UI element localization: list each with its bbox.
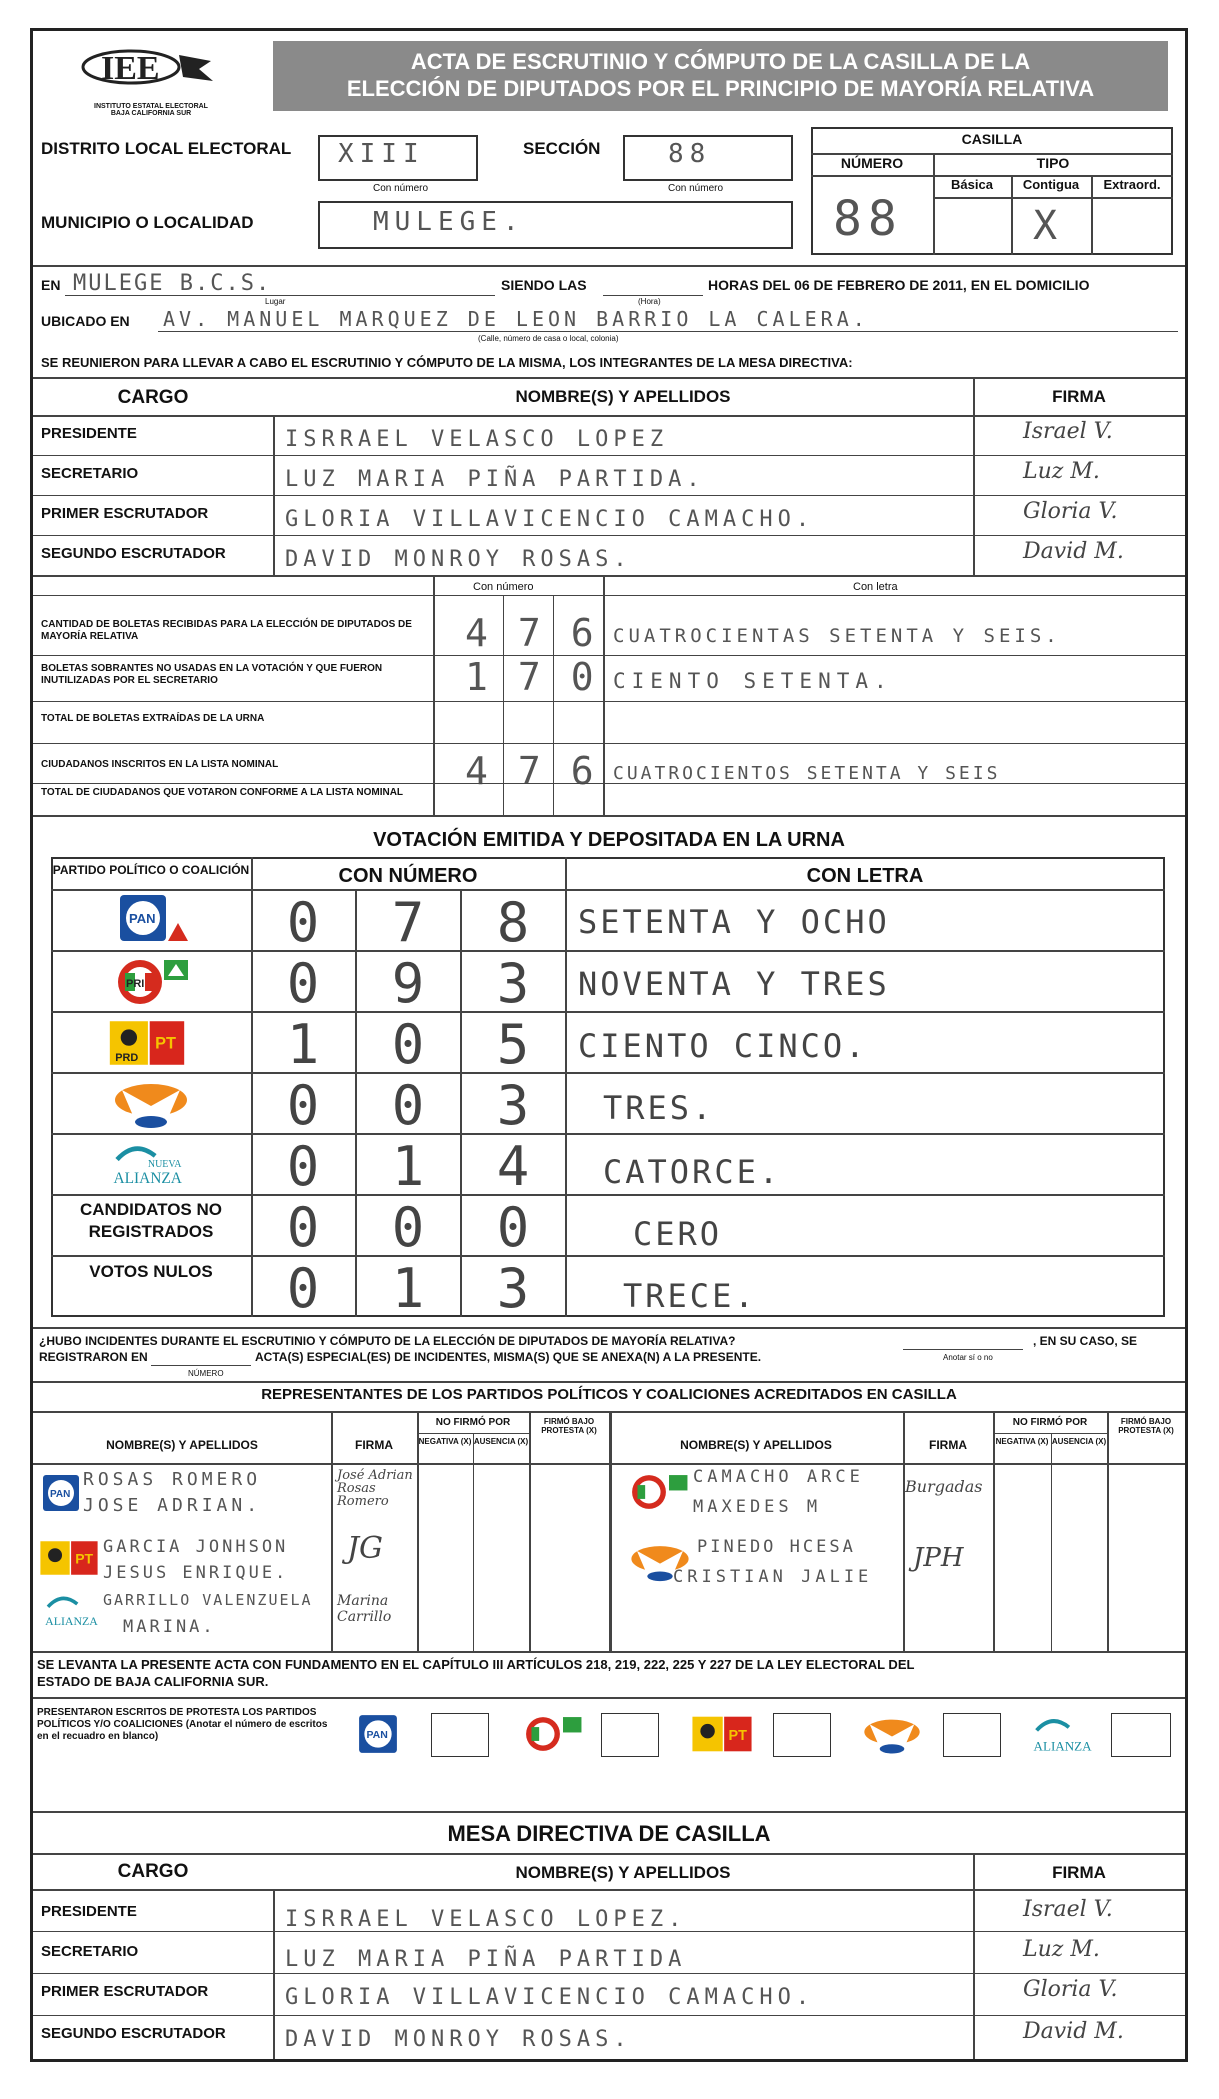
pri-digit-1: 0 <box>286 952 320 1015</box>
rep-prd-firma: JG <box>347 1531 383 1566</box>
firma-secretario: Luz M. <box>1023 459 1100 484</box>
en-value: MULEGE B.C.S. <box>73 271 272 296</box>
alianza-logo-text: ALIANZA <box>113 1170 182 1188</box>
rep-firmo-bajo-right: FIRMÓ BAJO PROTESTA (X) <box>1118 1417 1174 1435</box>
nombre-header: NOMBRE(S) Y APELLIDOS <box>515 387 731 406</box>
pan-digit-2: 7 <box>391 891 425 954</box>
tipo-extraord: Extraord. <box>1103 177 1161 192</box>
fundamento-line2: ESTADO DE BAJA CALIFORNIA SUR. <box>37 1674 269 1689</box>
protesta-na-box[interactable] <box>1111 1713 1171 1757</box>
prd-digit-2: 0 <box>391 1013 425 1076</box>
incidentes-line2b: ACTA(S) ESPECIAL(ES) DE INCIDENTES, MISMA(S) QUE SE ANEXA(N) A LA PRESENTE. <box>255 1350 762 1364</box>
con-letra-header: CON LETRA <box>806 865 924 887</box>
logo-sub2: BAJA CALIFORNIA SUR <box>110 110 192 117</box>
distrito-hint: Con número <box>373 183 429 194</box>
municipio-value: MULEGE. <box>373 207 525 237</box>
ciudadanos-inscritos-numero: 476 <box>465 749 624 793</box>
firma-primer-escrutador: Gloria V. <box>1023 499 1118 524</box>
b-firma-presidente: Israel V. <box>1023 1897 1113 1922</box>
b-nombre-segundo-escrutador: DAVID MONROY ROSAS. <box>285 2027 632 2052</box>
nulos-digit-1: 0 <box>286 1257 320 1320</box>
pan-logo-icon <box>353 1713 403 1755</box>
prs-digit-2: 0 <box>391 1074 425 1137</box>
seccion-label: SECCIÓN <box>523 139 601 158</box>
ubicado-label: UBICADO EN <box>41 313 130 329</box>
tipo-basica: Básica <box>951 177 993 192</box>
nueva-logo-text: NUEVA <box>147 1158 182 1170</box>
title-line-1: ACTA DE ESCRUTINIO Y CÓMPUTO DE LA CASILLA DE LA <box>410 49 1031 74</box>
pan-prot-text: PAN <box>366 1729 388 1742</box>
document-title <box>273 41 1168 111</box>
cargo-segundo-escrutador: SEGUNDO ESCRUTADOR <box>41 545 226 562</box>
protesta-prs-box[interactable] <box>943 1713 1001 1757</box>
acta-sheet <box>30 28 1188 2062</box>
pri-digit-3: 3 <box>496 952 530 1015</box>
nr-digit-2: 0 <box>391 1196 425 1259</box>
rep-prs-name-2: CRISTIAN JALIE <box>673 1567 873 1587</box>
protesta-pri-box[interactable] <box>601 1713 659 1757</box>
b-cargo-secretario: SECRETARIO <box>41 1943 139 1960</box>
prd-pt-logo-icon <box>108 1017 186 1069</box>
pt-logo-text: PT <box>155 1034 177 1053</box>
nueva-alianza-logo-icon <box>41 1591 101 1631</box>
pri-letra: NOVENTA Y TRES <box>578 965 890 1003</box>
boletas-sobrantes-label: BOLETAS SOBRANTES NO USADAS EN LA VOTACIÓN Y QUE FUERON INUTILIZADAS POR EL SECRETARIO <box>41 663 383 686</box>
b-cargo-presidente: PRESIDENTE <box>41 1903 137 1920</box>
en-label: EN <box>41 277 61 293</box>
boletas-sobrantes-letra: CIENTO SETENTA. <box>613 669 893 693</box>
pan-logo-icon <box>112 893 190 945</box>
seccion-hint: Con número <box>668 183 724 194</box>
partido-header: PARTIDO POLÍTICO O COALICIÓN <box>52 863 250 877</box>
prd-digit-3: 5 <box>496 1013 530 1076</box>
boletas-recibidas-letra: CUATROCIENTAS SETENTA Y SEIS. <box>613 625 1061 647</box>
rep-no-firmo-right: NO FIRMÓ POR <box>1012 1417 1088 1428</box>
rep-nombre-header-left: NOMBRE(S) Y APELLIDOS <box>106 1438 258 1452</box>
nulos-digit-2: 1 <box>391 1257 425 1320</box>
seccion-value: 88 <box>668 139 712 169</box>
cargo-presidente: PRESIDENTE <box>41 425 137 442</box>
pt-prot-text: PT <box>728 1727 747 1744</box>
nombre-primer-escrutador: GLORIA VILLAVICENCIO CAMACHO. <box>285 507 815 532</box>
rep-pri-name-2: MAXEDES M <box>693 1497 822 1517</box>
rep-prd-name-1: GARCIA JONHSON <box>103 1537 289 1557</box>
cargo-primer-escrutador: PRIMER ESCRUTADOR <box>41 505 209 522</box>
b-nombre-secretario: LUZ MARIA PIÑA PARTIDA <box>285 1947 687 1972</box>
incidentes-line1: ¿HUBO INCIDENTES DURANTE EL ESCRUTINIO Y CÓMPUTO DE LA ELECCIÓN DE DIPUTADOS DE MAYORÍA RELATIVA? <box>39 1334 736 1348</box>
cargo-secretario: SECRETARIO <box>41 465 139 482</box>
lugar-hint: Lugar <box>265 297 286 306</box>
distrito-label: DISTRITO LOCAL ELECTORAL <box>41 139 292 158</box>
b-firma-primer-escrutador: Gloria V. <box>1023 1977 1118 2002</box>
logo-sub1: INSTITUTO ESTATAL ELECTORAL <box>94 103 208 110</box>
ciudadanos-inscritos-label: CIUDADANOS INSCRITOS EN LA LISTA NOMINAL <box>41 759 279 770</box>
pan-digit-1: 0 <box>286 891 320 954</box>
pan-mini-text: PAN <box>50 1489 71 1500</box>
nr-digit-1: 0 <box>286 1196 320 1259</box>
horas-text: HORAS DEL 06 DE FEBRERO DE 2011, EN EL DOMICILIO <box>708 277 1090 293</box>
boletas-recibidas-label: CANTIDAD DE BOLETAS RECIBIDAS PARA LA ELECCIÓN DE DIPUTADOS DE MAYORÍA RELATIVA <box>41 619 412 642</box>
ciudadanos-votaron-label: TOTAL DE CIUDADANOS QUE VOTARON CONFORME A LA LISTA NOMINAL <box>41 787 404 798</box>
pri-pvem-logo-icon <box>523 1713 583 1755</box>
boletas-sobrantes-numero: 170 <box>465 655 624 699</box>
tipo-label: TIPO <box>1036 155 1070 171</box>
siendo-label: SIENDO LAS <box>501 277 587 293</box>
reunieron-text: SE REUNIERON PARA LLEVAR A CABO EL ESCRUTINIO Y CÓMPUTO DE LA MISMA, LOS INTEGRANTES DE LA MESA DIRECTIVA: <box>41 355 853 370</box>
pt-mini-text: PT <box>75 1550 94 1567</box>
representantes-title: REPRESENTANTES DE LOS PARTIDOS POLÍTICOS Y COALICIONES ACREDITADOS EN CASILLA <box>261 1386 957 1403</box>
prs-letra: TRES. <box>603 1089 715 1127</box>
prs-digit-1: 0 <box>286 1074 320 1137</box>
prs-digit-3: 3 <box>496 1074 530 1137</box>
cargo-header: CARGO <box>117 387 189 408</box>
rep-ausencia-left: AUSENCIA (X) <box>473 1437 529 1446</box>
b-firma-segundo-escrutador: David M. <box>1023 2019 1124 2044</box>
votos-nulos-label: VOTOS NULOS <box>89 1262 213 1281</box>
alianza-mini-text: ALIANZA <box>45 1613 98 1628</box>
anotar-hint: Anotar sí o no <box>943 1353 993 1362</box>
pan-logo-icon <box>41 1473 81 1513</box>
calle-hint: (Calle, número de casa o local, colonia) <box>478 334 619 343</box>
firma-header: FIRMA <box>1052 387 1106 406</box>
rep-prd-name-2: JESUS ENRIQUE. <box>103 1563 289 1583</box>
tipo-contigua: Contigua <box>1022 177 1080 192</box>
mesa-bottom-firma-header: FIRMA <box>1052 1863 1106 1882</box>
boletas-numero-header: Con número <box>473 581 534 593</box>
rep-firma-header-left: FIRMA <box>355 1438 393 1452</box>
b-nombre-primer-escrutador: GLORIA VILLAVICENCIO CAMACHO. <box>285 1985 815 2010</box>
logo-letters: IEE <box>101 50 160 87</box>
prd-pt-logo-icon <box>39 1539 99 1577</box>
rep-na-name-1: GARRILLO VALENZUELA <box>103 1591 313 1609</box>
rep-pan-firma: José Adrian Rosas Romero <box>337 1468 413 1509</box>
mesa-bottom-cargo-header: CARGO <box>117 1861 189 1882</box>
hora-hint: (Hora) <box>638 297 661 306</box>
votacion-title: VOTACIÓN EMITIDA Y DEPOSITADA EN LA URNA <box>373 829 845 851</box>
casilla-numero-value: 88 <box>833 191 903 247</box>
b-cargo-primer-escrutador: PRIMER ESCRUTADOR <box>41 1983 209 2000</box>
rep-pan-name-2: JOSE ADRIAN. <box>83 1495 262 1516</box>
nr-digit-3: 0 <box>496 1196 530 1259</box>
tipo-contigua-mark: X <box>1033 203 1064 249</box>
na-digit-2: 1 <box>391 1135 425 1198</box>
numero-label: NÚMERO <box>840 155 904 171</box>
rep-na-name-2: MARINA. <box>123 1617 216 1637</box>
pan-logo-text: PAN <box>129 911 156 926</box>
alianza-prot-text: ALIANZA <box>1033 1738 1092 1754</box>
prd-digit-1: 1 <box>286 1013 320 1076</box>
title-line-2: ELECCIÓN DE DIPUTADOS POR EL PRINCIPIO DE MAYORÍA RELATIVA <box>346 76 1095 101</box>
pri-digit-2: 9 <box>391 952 425 1015</box>
rep-firmo-bajo-left: FIRMÓ BAJO PROTESTA (X) <box>541 1417 597 1435</box>
protesta-prd-box[interactable] <box>773 1713 831 1757</box>
rep-pan-name-1: ROSAS ROMERO <box>83 1469 262 1490</box>
rep-prs-firma: JPH <box>913 1543 964 1573</box>
pri-pvem-logo-icon <box>629 1471 689 1513</box>
con-numero-header: CON NÚMERO <box>338 865 478 887</box>
firma-segundo-escrutador: David M. <box>1023 539 1124 564</box>
rep-negativa-left: NEGATIVA (X) <box>418 1437 472 1446</box>
protesta-pan-box[interactable] <box>431 1713 489 1757</box>
rep-pri-firma: Burgadas <box>905 1477 983 1496</box>
prd-pt-logo-icon <box>691 1715 753 1753</box>
rep-no-firmo-left: NO FIRMÓ POR <box>435 1417 511 1428</box>
protesta-text: PRESENTARON ESCRITOS DE PROTESTA LOS PARTIDOS POLÍTICOS Y/O COALICIONES (Anotar el número de escritos en el recuadro en blanco) <box>37 1707 328 1742</box>
nulos-digit-3: 3 <box>496 1257 530 1320</box>
pan-letra: SETENTA Y OCHO <box>578 903 890 941</box>
nueva-alianza-logo-icon <box>108 1139 186 1191</box>
rep-pri-name-1: CAMACHO ARCE <box>693 1467 864 1487</box>
nueva-alianza-logo-icon <box>1027 1715 1097 1755</box>
nombre-segundo-escrutador: DAVID MONROY ROSAS. <box>285 547 632 572</box>
numero-hint: NÚMERO <box>188 1369 224 1378</box>
rep-prs-name-1: PINEDO HCESA <box>697 1537 856 1557</box>
incidentes-line1-end: , EN SU CASO, SE <box>1033 1334 1138 1348</box>
ubicado-value: AV. MANUEL MARQUEZ DE LEON BARRIO LA CALERA. <box>163 307 869 331</box>
pri-pvem-logo-icon <box>112 956 190 1008</box>
ciudadanos-inscritos-letra: CUATROCIENTOS SETENTA Y SEIS <box>613 763 1001 784</box>
prs-logo-icon <box>861 1715 923 1755</box>
nr-letra: CERO <box>633 1215 723 1253</box>
b-firma-secretario: Luz M. <box>1023 1937 1100 1962</box>
rep-nombre-header-right: NOMBRE(S) Y APELLIDOS <box>680 1438 832 1452</box>
boletas-letra-header: Con letra <box>853 581 898 593</box>
b-nombre-presidente: ISRRAEL VELASCO LOPEZ. <box>285 1907 687 1932</box>
nombre-presidente: ISRRAEL VELASCO LOPEZ <box>285 427 669 452</box>
incidentes-line2a: REGISTRARON EN <box>39 1350 148 1364</box>
boletas-recibidas-numero: 476 <box>465 611 624 655</box>
pan-digit-3: 8 <box>496 891 530 954</box>
prd-logo-text: PRD <box>115 1052 139 1065</box>
casilla-label: CASILLA <box>961 131 1023 147</box>
nombre-secretario: LUZ MARIA PIÑA PARTIDA. <box>285 467 705 492</box>
municipio-label: MUNICIPIO O LOCALIDAD <box>41 213 254 232</box>
firma-presidente: Israel V. <box>1023 419 1113 444</box>
mesa-bottom-title: MESA DIRECTIVA DE CASILLA <box>447 1821 771 1846</box>
boletas-extraidas-label: TOTAL DE BOLETAS EXTRAÍDAS DE LA URNA <box>41 713 265 724</box>
rep-ausencia-right: AUSENCIA (X) <box>1051 1437 1107 1446</box>
fundamento-line1: SE LEVANTA LA PRESENTE ACTA CON FUNDAMENTO EN EL CAPÍTULO III ARTÍCULOS 218, 219, 222, 225 Y 227 DE LA LEY ELECTORAL DEL <box>37 1657 915 1672</box>
na-digit-3: 4 <box>496 1135 530 1198</box>
rep-negativa-right: NEGATIVA (X) <box>995 1437 1049 1446</box>
mesa-bottom-nombre-header: NOMBRE(S) Y APELLIDOS <box>515 1863 731 1882</box>
prd-letra: CIENTO CINCO. <box>578 1027 868 1065</box>
no-registrados-label: CANDIDATOS NO REGISTRADOS <box>80 1200 222 1241</box>
rep-na-firma: Marina Carrillo <box>337 1593 392 1625</box>
distrito-value: XIII <box>338 139 425 169</box>
b-cargo-segundo-escrutador: SEGUNDO ESCRUTADOR <box>41 2025 226 2042</box>
pri-logo-text: PRI <box>126 978 145 990</box>
rep-firma-header-right: FIRMA <box>929 1438 967 1452</box>
nulos-letra: TRECE. <box>623 1277 757 1315</box>
na-letra: CATORCE. <box>603 1153 782 1191</box>
na-digit-1: 0 <box>286 1135 320 1198</box>
prs-logo-icon <box>112 1078 190 1130</box>
